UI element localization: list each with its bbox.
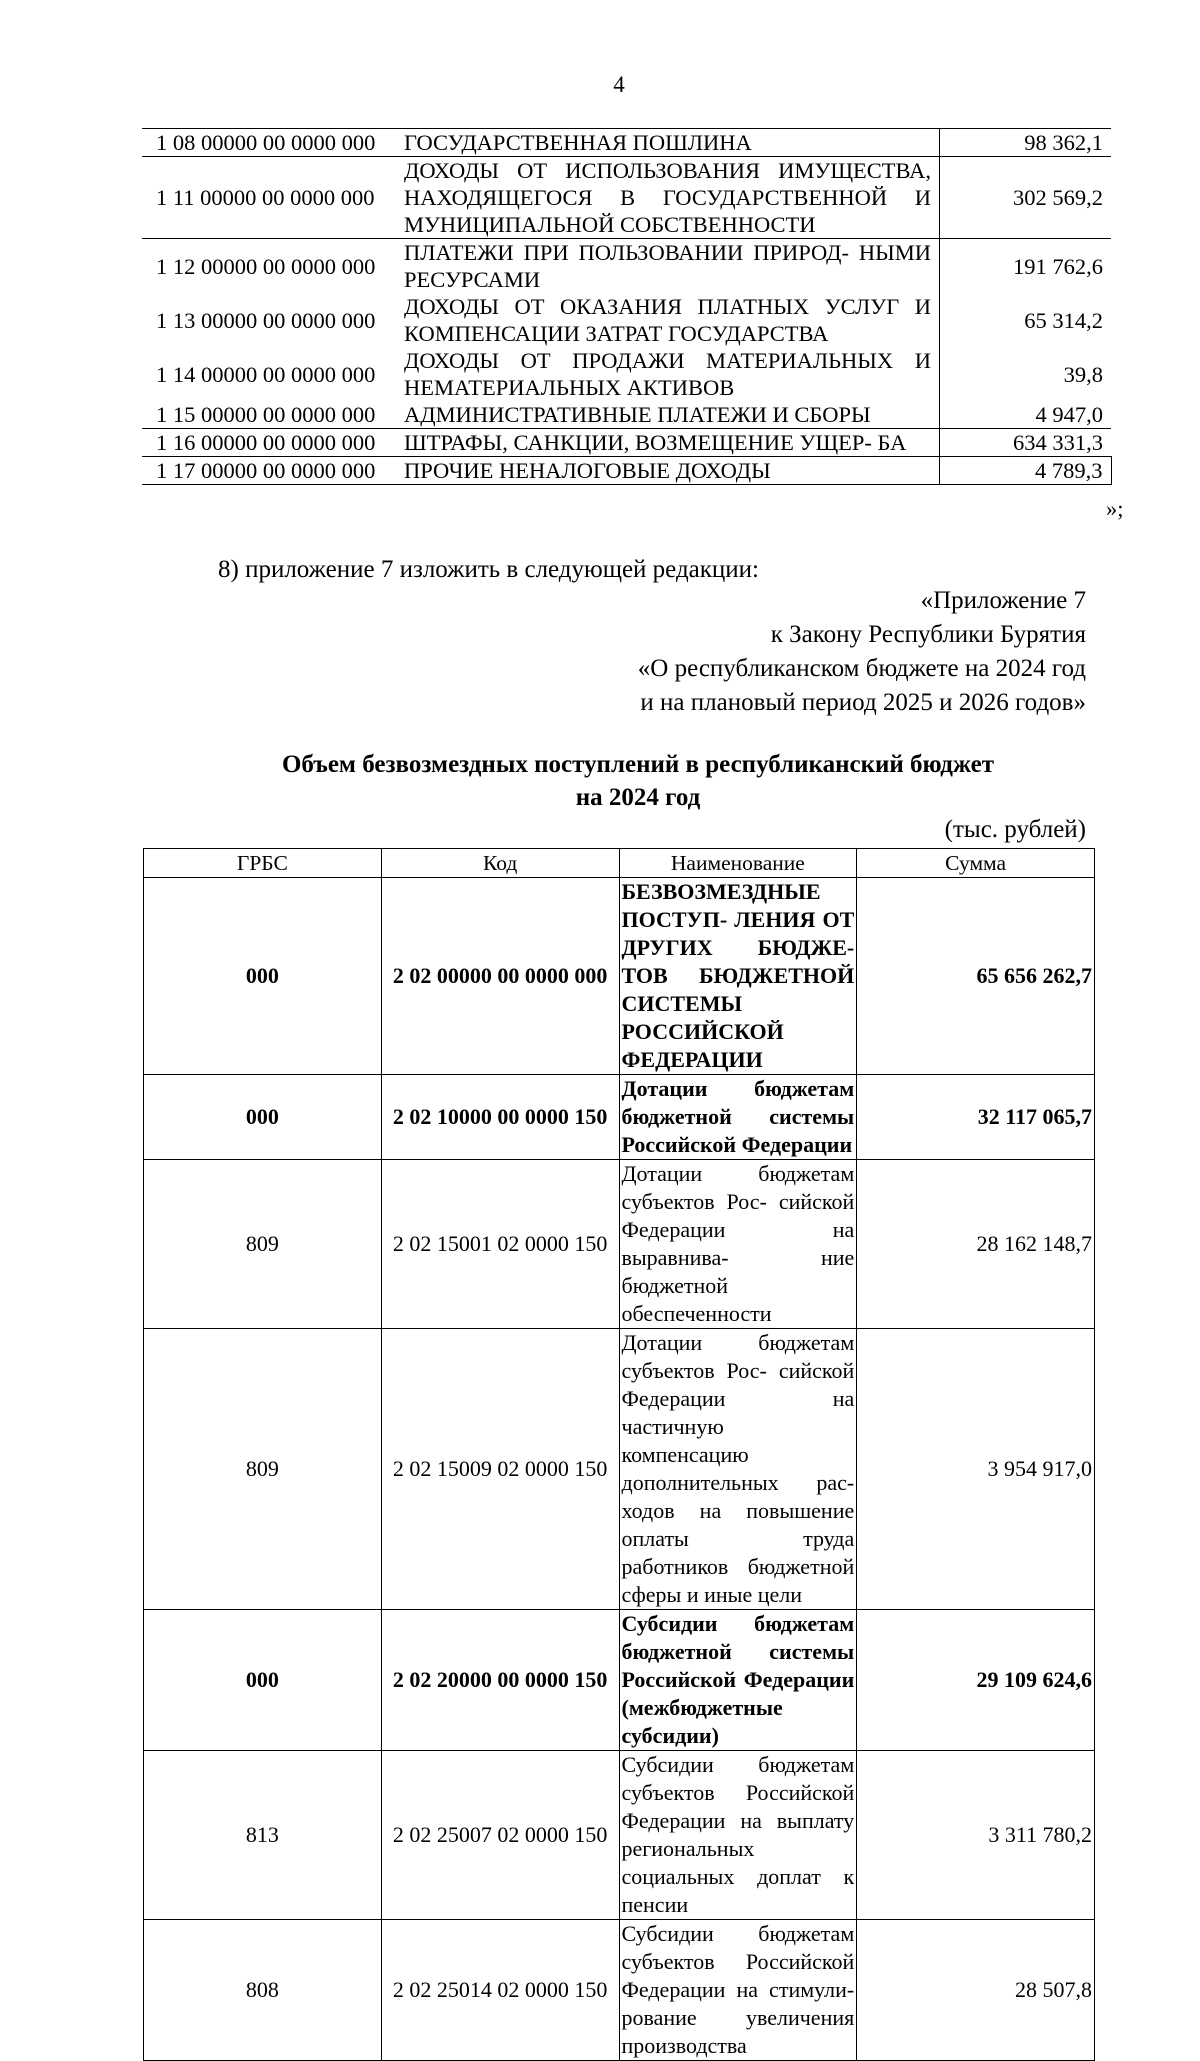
appendix-line: и на плановый период 2025 и 2026 годов» — [640, 689, 1086, 716]
revenue-name: АДМИНИСТРАТИВНЫЕ ПЛАТЕЖИ И СБОРЫ — [404, 402, 871, 427]
appendix-header — [638, 584, 1086, 720]
revenue-name: ГОСУДАРСТВЕННАЯ ПОШЛИНА — [404, 129, 940, 157]
table-row — [144, 1751, 1095, 1920]
revenue-name: ПЛАТЕЖИ ПРИ ПОЛЬЗОВАНИИ ПРИРОД- НЫМИ РЕСУРСАМИ — [404, 239, 940, 294]
units-label: (тыс. рублей) — [944, 816, 1086, 843]
grant-name: БЕЗВОЗМЕЗДНЫЕ ПОСТУП- ЛЕНИЯ ОТ ДРУГИХ БЮДЖЕ- ТОВ БЮДЖЕТНОЙ СИСТЕМЫ РОССИЙСКОЙ ФЕДЕРАЦИИ — [619, 878, 857, 1075]
budget-code: 1 16 00000 00 0000 000 — [142, 429, 404, 457]
grant-name: Субсидии бюджетам субъектов Российской Федерации на выплату региональных социальных доплат к пенсии — [619, 1751, 857, 1920]
revenue-name: ДОХОДЫ ОТ ИСПОЛЬЗОВАНИЯ ИМУЩЕСТВА, НАХОДЯЩЕГОСЯ В ГОСУДАРСТВЕННОЙ И МУНИЦИПАЛЬНОЙ СОБСТВЕННОСТИ — [404, 157, 940, 239]
budget-code: 2 02 25014 02 0000 150 — [381, 1920, 619, 2061]
budget-code: 1 12 00000 00 0000 000 — [142, 239, 404, 294]
table-row — [142, 347, 1111, 401]
grants-table — [143, 848, 1095, 2061]
appendix-line: «О республиканском бюджете на 2024 год — [637, 655, 1086, 682]
grant-sum: 28 507,8 — [857, 1920, 1095, 2061]
grbs-code: 809 — [144, 1160, 382, 1329]
grant-sum: 3 311 780,2 — [857, 1751, 1095, 1920]
revenue-name: ДОХОДЫ ОТ ПРОДАЖИ МАТЕРИАЛЬНЫХ И НЕМАТЕРИАЛЬНЫХ АКТИВОВ — [404, 348, 931, 400]
table-row — [144, 1329, 1095, 1610]
appendix-line: к Закону Республики Бурятия — [770, 621, 1086, 648]
revenue-value: 4 789,3 — [940, 457, 1112, 485]
budget-code: 2 02 10000 00 0000 150 — [381, 1075, 619, 1160]
revenue-name: ПРОЧИЕ НЕНАЛОГОВЫЕ ДОХОДЫ — [404, 457, 940, 485]
table-row — [142, 239, 1111, 294]
table-row — [142, 401, 1111, 429]
grbs-code: 808 — [144, 1920, 382, 2061]
budget-code: 2 02 25007 02 0000 150 — [381, 1751, 619, 1920]
table-row — [144, 1075, 1095, 1160]
header-code: Код — [381, 849, 619, 878]
grbs-code: 000 — [144, 878, 382, 1075]
grant-name: Субсидии бюджетам субъектов Российской Федерации на стимули- рование увеличения производства — [619, 1920, 857, 2061]
budget-code: 1 14 00000 00 0000 000 — [156, 361, 376, 387]
grant-name: Дотации бюджетам бюджетной системы Российской Федерации — [619, 1075, 857, 1160]
grant-name: Дотации бюджетам субъектов Рос- сийской Федерации на выравнива- ние бюджетной обеспеченности — [619, 1160, 857, 1329]
table-row — [144, 1920, 1095, 2061]
amendment-paragraph: 8) приложение 7 изложить в следующей редакции: — [218, 556, 759, 583]
grbs-code: 813 — [144, 1751, 382, 1920]
revenue-value: 634 331,3 — [940, 429, 1112, 457]
header-sum: Сумма — [857, 849, 1095, 878]
revenue-value: 39,8 — [940, 347, 1112, 401]
grbs-code: 809 — [144, 1329, 382, 1610]
grbs-code: 000 — [144, 1075, 382, 1160]
grbs-code: 000 — [144, 1610, 382, 1751]
budget-code: 2 02 20000 00 0000 150 — [381, 1610, 619, 1751]
grant-name: Дотации бюджетам субъектов Рос- сийской Федерации на частичную компенсацию дополнительных рас- ходов на повышение оплаты труда работников бюджетной сферы и иные цели — [619, 1329, 857, 1610]
grant-sum: 3 954 917,0 — [857, 1329, 1095, 1610]
budget-code: 1 17 00000 00 0000 000 — [142, 457, 404, 485]
page-number: 4 — [613, 72, 625, 97]
grant-sum: 32 117 065,7 — [857, 1075, 1095, 1160]
table-row — [144, 878, 1095, 1075]
table-row — [142, 293, 1111, 347]
grant-sum: 28 162 148,7 — [857, 1160, 1095, 1329]
budget-code: 1 15 00000 00 0000 000 — [156, 402, 376, 427]
title-line: Объем безвозмездных поступлений в республиканский бюджет — [281, 751, 995, 778]
closing-quote: »; — [1106, 496, 1124, 521]
revenue-table — [142, 128, 1112, 485]
budget-code: 1 13 00000 00 0000 000 — [156, 307, 376, 333]
table-header-row — [144, 849, 1095, 878]
appendix-line: «Приложение 7 — [920, 587, 1086, 614]
table-row — [142, 429, 1111, 457]
table-row — [144, 1160, 1095, 1329]
table-row — [142, 129, 1111, 157]
revenue-value: 4 947,0 — [940, 401, 1112, 429]
revenue-value: 98 362,1 — [940, 129, 1112, 157]
table-row — [144, 1610, 1095, 1751]
revenue-value: 302 569,2 — [940, 157, 1112, 239]
grant-sum: 29 109 624,6 — [857, 1610, 1095, 1751]
budget-code: 2 02 00000 00 0000 000 — [381, 878, 619, 1075]
grant-name: Субсидии бюджетам бюджетной системы Российской Федерации (межбюджетные субсидии) — [619, 1610, 857, 1751]
table-row — [142, 157, 1111, 239]
budget-code: 2 02 15001 02 0000 150 — [381, 1160, 619, 1329]
table-row — [142, 457, 1111, 485]
budget-code: 1 08 00000 00 0000 000 — [142, 129, 404, 157]
revenue-name: ДОХОДЫ ОТ ОКАЗАНИЯ ПЛАТНЫХ УСЛУГ И КОМПЕНСАЦИИ ЗАТРАТ ГОСУДАРСТВА — [404, 294, 932, 346]
revenue-value: 65 314,2 — [940, 293, 1112, 347]
header-grbs: ГРБС — [144, 849, 382, 878]
section-title — [0, 748, 1200, 814]
budget-code: 2 02 15009 02 0000 150 — [381, 1329, 619, 1610]
grant-sum: 65 656 262,7 — [857, 878, 1095, 1075]
revenue-value: 191 762,6 — [940, 239, 1112, 294]
budget-code: 1 11 00000 00 0000 000 — [142, 157, 404, 239]
header-name: Наименование — [619, 849, 857, 878]
title-line: на 2024 год — [575, 784, 701, 811]
revenue-name: ШТРАФЫ, САНКЦИИ, ВОЗМЕЩЕНИЕ УЩЕР- БА — [404, 429, 940, 457]
